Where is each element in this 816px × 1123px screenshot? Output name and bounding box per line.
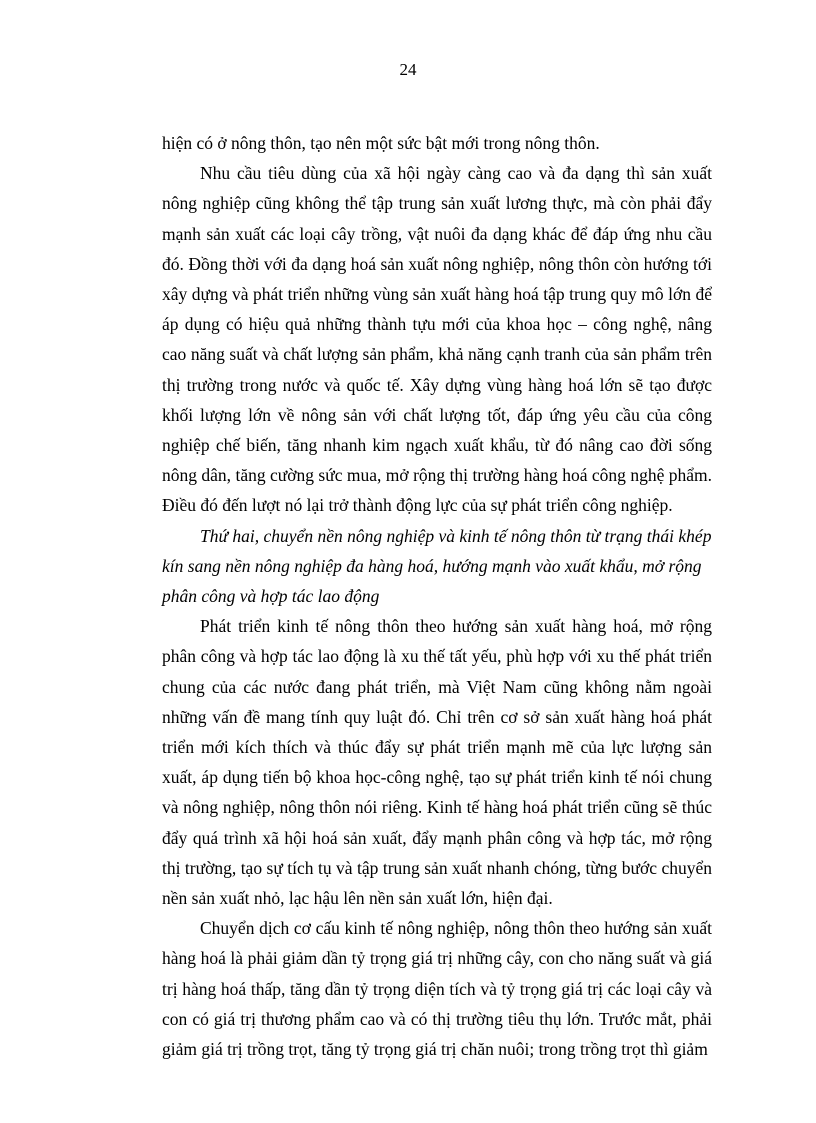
section-heading: Thứ hai, chuyển nền nông nghiệp và kinh tế nông thôn từ trạng thái khép kín sang nền nông nghiệp đa hàng hoá, hướng mạnh vào xuất khẩu, mở rộng phân công và hợp tác lao động	[162, 525, 712, 607]
body-text	[162, 128, 712, 1064]
paragraph-continuation: hiện có ở nông thôn, tạo nên một sức bật mới trong nông thôn.	[162, 133, 600, 153]
paragraph: Phát triển kinh tế nông thôn theo hướng sản xuất hàng hoá, mở rộng phân công và hợp tác lao động là xu thế tất yếu, phù hợp với xu thế phát triển chung của các nước đang phát triển, mà Việt Nam cũng không nằm ngoài những vấn đề mang tính quy luật đó. Chỉ trên cơ sở sản xuất hàng hoá phát triển mới kích thích và thúc đẩy sự phát triển mạnh mẽ của lực lượng sản xuất, áp dụng tiến bộ khoa học-công nghệ, tạo sự phát triển kinh tế nói chung và nông nghiệp, nông thôn nói riêng. Kinh tế hàng hoá phát triển cũng sẽ thúc đẩy quá trình xã hội hoá sản xuất, đẩy mạnh phân công và hợp tác, mở rộng thị trường, tạo sự tích tụ và tập trung sản xuất nhanh chóng, từng bước chuyển nền sản xuất nhỏ, lạc hậu lên nền sản xuất lớn, hiện đại.	[162, 616, 712, 909]
page-number: 24	[399, 60, 417, 79]
paragraph: Chuyển dịch cơ cấu kinh tế nông nghiệp, nông thôn theo hướng sản xuất hàng hoá là phải giảm dần tỷ trọng giá trị những cây, con cho năng suất và giá trị hàng hoá thấp, tăng dần tỷ trọng diện tích và tỷ trọng giá trị các loại cây và con có giá trị thương phẩm cao và có thị trường tiêu thụ lớn. Trước mắt, phải giảm giá trị trồng trọt, tăng tỷ trọng giá trị chăn nuôi; trong trồng trọt thì giảm	[162, 918, 712, 1060]
paragraph: Nhu cầu tiêu dùng của xã hội ngày càng cao và đa dạng thì sản xuất nông nghiệp cũng không thể tập trung sản xuất lương thực, mà còn phải đẩy mạnh sản xuất các loại cây trồng, vật nuôi đa dạng khác để đáp ứng nhu cầu đó. Đồng thời với đa dạng hoá sản xuất nông nghiệp, nông thôn còn hướng tới xây dựng và phát triển những vùng sản xuất hàng hoá tập trung quy mô lớn để áp dụng có hiệu quả những thành tựu mới của khoa học – công nghệ, nâng cao năng suất và chất lượng sản phẩm, khả năng cạnh tranh của sản phẩm trên thị trường trong nước và quốc tế. Xây dựng vùng hàng hoá lớn sẽ tạo được khối lượng lớn về nông sản với chất lượng tốt, đáp ứng yêu cầu của công nghiệp chế biến, tăng nhanh kim ngạch xuất khẩu, từ đó nâng cao đời sống nông dân, tăng cường sức mua, mở rộng thị trường hàng hoá công nghệ phẩm. Điều đó đến lượt nó lại trở thành động lực của sự phát triển công nghiệp.	[162, 163, 712, 516]
